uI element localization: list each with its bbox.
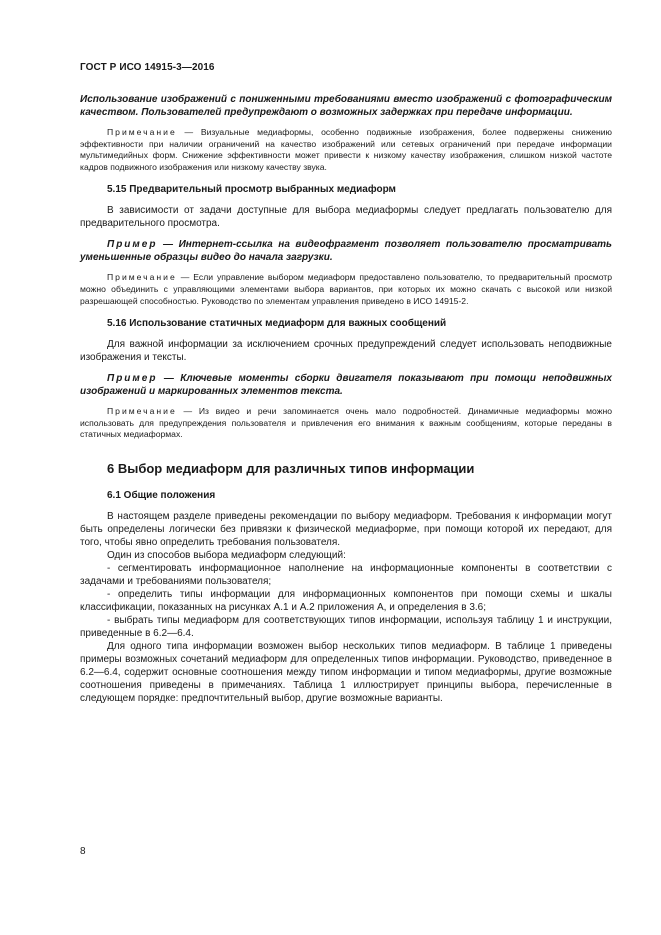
intro-paragraph: Использование изображений с пониженными требованиями вместо изображений с фотографическим качеством. Пользователей предупреждают о возможных задержках при передаче информации.: [80, 94, 612, 118]
note-text: — Визуальные медиаформы, особенно подвижные изображения, более подвержены снижению эффективности при наличии ограничений на качество изображений или сетевых ограничений при передаче информации мультимедийных форм. Снижение эффективности может привести к низкому качеству изображения, слишком низкой частоте кадров подвижного изображения или низкому качеству звука.: [80, 127, 612, 172]
chapter-6-paragraph-2: Один из способов выбора медиаформ следующий:: [107, 549, 346, 561]
section-5-15-title: 5.15 Предварительный просмотр выбранных медиаформ: [107, 184, 396, 196]
example-text: — Интернет-ссылка на видеофрагмент позволяет пользователю просматривать уменьшенные образцы видео до начала загрузки.: [80, 239, 612, 264]
list-item: - определить типы информации для информационных компонентов при помощи схемы и шкалы классификации, показанных на рисунках А.1 и А.2 приложения А, и определения в 3.6;: [80, 588, 612, 613]
section-6-1-title: 6.1 Общие положения: [107, 489, 216, 501]
document-header: ГОСТ Р ИСО 14915-3—2016: [80, 62, 215, 73]
note-text: — Если управление выбором медиаформ предоставлено пользователю, то предварительный просмотр можно объединить с управляющими элементами выбора вариантов, при которых их можно скачать с высокой или низкой разрешающей способностью. Руководство по элементам управления приведено в ИСО 14915-2.: [80, 272, 612, 306]
list-item: - выбрать типы медиаформ для соответствующих типов информации, используя таблицу 1 и инструкции, приведенные в 6.2—6.4.: [80, 614, 612, 639]
note-label: Примечание: [107, 127, 177, 137]
page-number: 8: [80, 846, 86, 857]
section-5-15-text: В зависимости от задачи доступные для выбора медиаформы следует предлагать пользователю для предварительного просмотра.: [80, 205, 612, 230]
chapter-6-title: 6 Выбор медиаформ для различных типов информации: [107, 460, 475, 476]
section-5-16-title: 5.16 Использование статичных медиаформ для важных сообщений: [107, 318, 447, 330]
section-5-16-text: Для важной информации за исключением срочных предупреждений следует использовать неподвижные изображения и тексты.: [80, 339, 612, 364]
chapter-6-paragraph-1: В настоящем разделе приведены рекомендации по выбору медиаформ. Требования к информации могут быть определены логически без привязки к физической медиаформе, при помощи которой их передают, для того, чтобы явно определить требования пользователя.: [80, 510, 612, 548]
example-label: Пример: [107, 373, 158, 385]
list-item: - сегментировать информационное наполнение на информационные компоненты в соответствии с задачами и требованиями пользователя;: [80, 562, 612, 587]
example-5-16: [80, 372, 612, 398]
note-5-15: [80, 272, 612, 307]
example-5-15: [80, 238, 612, 264]
chapter-6-paragraph-3: Для одного типа информации возможен выбор нескольких типов медиаформ. В таблице 1 приведены примеры возможных сочетаний медиаформ для определенных типов информации. Руководство, приведенное в 6.2—6.4, содержит основные соотношения между типом информации и типом медиаформы, другие возможные соотношения приведены в примечаниях. Таблица 1 иллюстрирует принципы выбора, перечисленные в следующем порядке: предпочтительный выбор, другие возможные варианты.: [80, 640, 612, 704]
example-label: Пример: [107, 239, 158, 251]
example-text: — Ключевые моменты сборки двигателя показывают при помощи неподвижных изображений и маркированных элементов текста.: [80, 373, 612, 398]
page-content: [80, 93, 612, 705]
note-5-16: [80, 406, 612, 441]
note-text: — Из видео и речи запоминается очень мало подробностей. Динамичные медиаформы можно использовать для предупреждения пользователя и привлечения его внимания к важным сообщениям, которые переданы в статичных медиаформах.: [80, 406, 612, 440]
note-1: [80, 127, 612, 173]
note-label: Примечание: [107, 272, 177, 283]
note-label: Примечание: [107, 406, 177, 417]
